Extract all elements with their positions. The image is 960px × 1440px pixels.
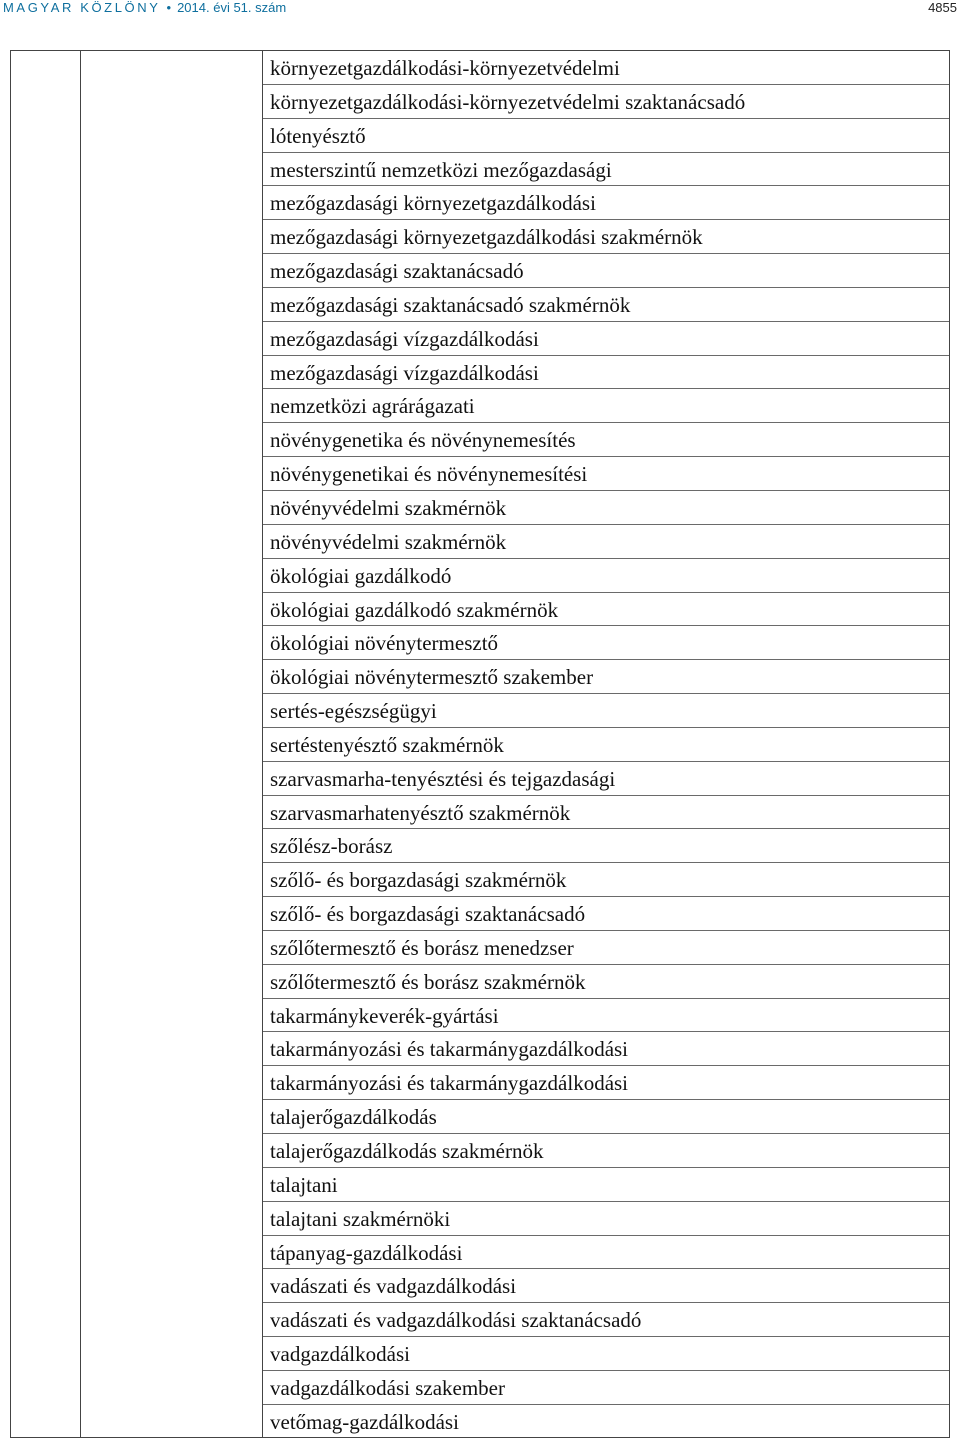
table-row: nemzetközi agrárágazati (263, 389, 949, 423)
table-row: talajerőgazdálkodás (263, 1100, 949, 1134)
table-row: talajtani (263, 1168, 949, 1202)
running-head (3, 0, 286, 16)
table-row: szőlőtermesztő és borász szakmérnök (263, 965, 949, 999)
table-row: szőlész-borász (263, 829, 949, 863)
table-row: szőlő- és borgazdasági szaktanácsadó (263, 897, 949, 931)
table-row: sertés-egészségügyi (263, 694, 949, 728)
table-row: takarmányozási és takarmánygazdálkodási (263, 1066, 949, 1100)
table-row: mezőgazdasági környezetgazdálkodási (263, 186, 949, 220)
table-row: szőlőtermesztő és borász menedzser (263, 931, 949, 965)
table-row: takarmányozási és takarmánygazdálkodási (263, 1032, 949, 1066)
table-row: növénygenetikai és növénynemesítési (263, 457, 949, 491)
table-row: talajerőgazdálkodás szakmérnök (263, 1134, 949, 1168)
table-row: vadászati és vadgazdálkodási (263, 1269, 949, 1303)
table-row: takarmánykeverék-gyártási (263, 999, 949, 1033)
table-row: ökológiai gazdálkodó szakmérnök (263, 593, 949, 627)
qualification-table (10, 50, 950, 1438)
separator-bullet: • (166, 0, 172, 15)
table-row: ökológiai növénytermesztő (263, 626, 949, 660)
table-row: környezetgazdálkodási-környezetvédelmi (263, 51, 949, 85)
table-row: ökológiai növénytermesztő szakember (263, 660, 949, 694)
column-divider-1 (80, 51, 81, 1437)
table-row: vadgazdálkodási szakember (263, 1371, 949, 1405)
table-row: növénygenetika és növénynemesítés (263, 423, 949, 457)
table-row: tápanyag-gazdálkodási (263, 1236, 949, 1270)
table-row: növényvédelmi szakmérnök (263, 525, 949, 559)
table-row: ökológiai gazdálkodó (263, 559, 949, 593)
table-row: mezőgazdasági szaktanácsadó szakmérnök (263, 288, 949, 322)
table-row: vetőmag-gazdálkodási (270, 1409, 459, 1434)
table-row: szőlő- és borgazdasági szakmérnök (263, 863, 949, 897)
table-row: vadgazdálkodási (263, 1337, 949, 1371)
table-row: szarvasmarha-tenyésztési és tejgazdasági (263, 762, 949, 796)
table-row: növényvédelmi szakmérnök (263, 491, 949, 525)
table-rows (263, 51, 949, 1437)
table-row: talajtani szakmérnöki (263, 1202, 949, 1236)
table-row: sertéstenyésztő szakmérnök (263, 728, 949, 762)
table-row: szarvasmarhatenyésztő szakmérnök (263, 796, 949, 830)
issue-label: 2014. évi 51. szám (177, 0, 287, 15)
page-header (0, 0, 960, 22)
table-row: lótenyésztő (263, 119, 949, 153)
table-row: mezőgazdasági szaktanácsadó (263, 254, 949, 288)
table-row: mezőgazdasági környezetgazdálkodási szakmérnök (263, 220, 949, 254)
journal-title: MAGYAR KÖZLÖNY (3, 0, 161, 15)
table-row: vadászati és vadgazdálkodási szaktanácsadó (263, 1303, 949, 1337)
page-number: 4855 (928, 0, 957, 15)
table-row: mezőgazdasági vízgazdálkodási (263, 322, 949, 356)
table-row: környezetgazdálkodási-környezetvédelmi szaktanácsadó (263, 85, 949, 119)
table-row: mezőgazdasági vízgazdálkodási (263, 356, 949, 390)
table-row: mesterszintű nemzetközi mezőgazdasági (263, 153, 949, 187)
